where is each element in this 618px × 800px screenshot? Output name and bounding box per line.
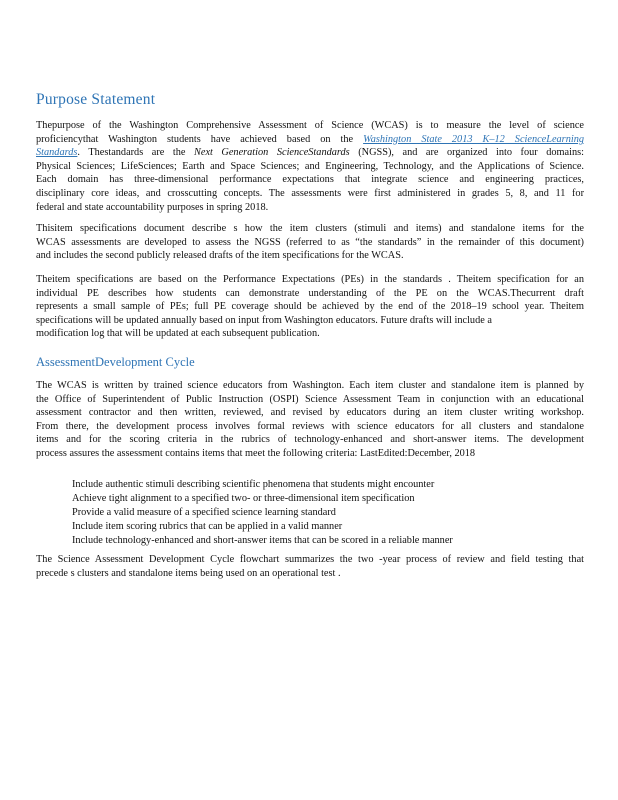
development-paragraph-1 [36,379,584,461]
standards-link[interactable]: Washington State 2013 K–12 ScienceLearning [363,133,584,145]
purpose-paragraph-3 [36,273,584,341]
flowchart-summary-paragraph [36,553,584,580]
list-item-text: Provide a valid measure of a specified science learning standard [72,506,336,518]
text-span: proficiencythat Washington students have achieved based on the [36,133,364,145]
list-item-text: Achieve tight alignment to a specified two- or three-dimensional item specification [72,492,415,504]
text-line: items and for the scoring criteria in the rubrics of technology-enhanced and short-answer items. The development [36,434,584,446]
criteria-list [36,478,584,547]
list-item-text: Include technology-enhanced and short-answer items that can be scored in a reliable manner [72,534,453,546]
ngss-title: Next Generation ScienceStandards [194,147,350,159]
text-line: The Science Assessment Development Cycle flowchart summarizes the two -year process of review and field testing that [36,554,584,565]
text-line: individual PE describes how students can demonstrate understanding of the PE on the WCAS.Thecurrent draft [36,287,584,299]
text-line: The WCAS is written by trained science educators from Washington. Each item cluster and standalone item is planned by [36,380,584,391]
text-line: Thisitem specifications document describe s how the item clusters (stimuli and items) and standalone items for the [36,223,584,234]
text-line: represents a small sample of PEs; full PE coverage should be achieved by the end of the 2018–19 school year. Theitem [36,301,584,313]
text-line: Physical Sciences; LifeSciences; Earth and Space Sciences; and Engineering, Technology, and the Applications of Science. [36,160,584,172]
list-item [36,492,584,506]
text-span: (NGSS), and are organized into four domains: [349,147,584,159]
list-item-text: Include item scoring rubrics that can be applied in a valid manner [72,520,343,532]
list-item [36,506,584,520]
text-line: assessment contractor and then written, reviewed, and revised by educators during an item cluster writing workshop. [36,407,584,419]
text-line: the Office of Superintendent of Public Instruction (OSPI) Science Assessment Team in conjunction with an educational [36,393,584,405]
text-span: . Thestandards are the [77,147,194,159]
text-line: process assures the assessment contains items that meet the following criteria: LastEdited:December, 2018 [36,447,476,459]
text-line: modification log that will be updated at each subsequent publication. [36,328,320,340]
list-item [36,520,584,534]
text-line: federal and state accountability purposes in spring 2018. [36,201,269,213]
text-line [36,146,584,160]
text-line: Thepurpose of the Washington Comprehensive Assessment of Science (WCAS) is to measure the level of science [36,120,584,131]
text-line [36,133,584,147]
development-cycle-heading: AssessmentDevelopment Cycle [36,355,195,369]
text-line: disciplinary core ideas, and crosscutting concepts. The assessments were first administered in grades 5, 8, and 11 for [36,187,584,199]
standards-link-continued[interactable]: Standards [36,147,78,159]
text-line: From there, the development process involves formal reviews with science educators for all clusters and standalone [36,420,584,432]
text-line: Each domain has three-dimensional performance expectations that integrate science and engineering practices, [36,174,584,186]
text-line: specifications will be updated annually based on input from Washington educators. Future drafts will include a [36,314,492,326]
list-item [36,478,584,492]
purpose-paragraph-2 [36,222,584,263]
text-line: precede s clusters and standalone items being used on an operational test . [36,567,341,579]
purpose-heading: Purpose Statement [36,91,156,108]
text-line: WCAS assessments are developed to assess the NGSS (referred to as “the standards” in the remainder of this document) [36,236,584,248]
list-item-text: Include authentic stimuli describing scientific phenomena that students might encounter [72,479,435,490]
list-item [36,534,584,548]
purpose-paragraph-1 [36,119,584,214]
text-line: and includes the second publicly released drafts of the item specifications for the WCAS. [36,250,404,262]
text-line: Theitem specifications are based on the Performance Expectations (PEs) in the standards . Theitem specification for an [36,274,584,285]
